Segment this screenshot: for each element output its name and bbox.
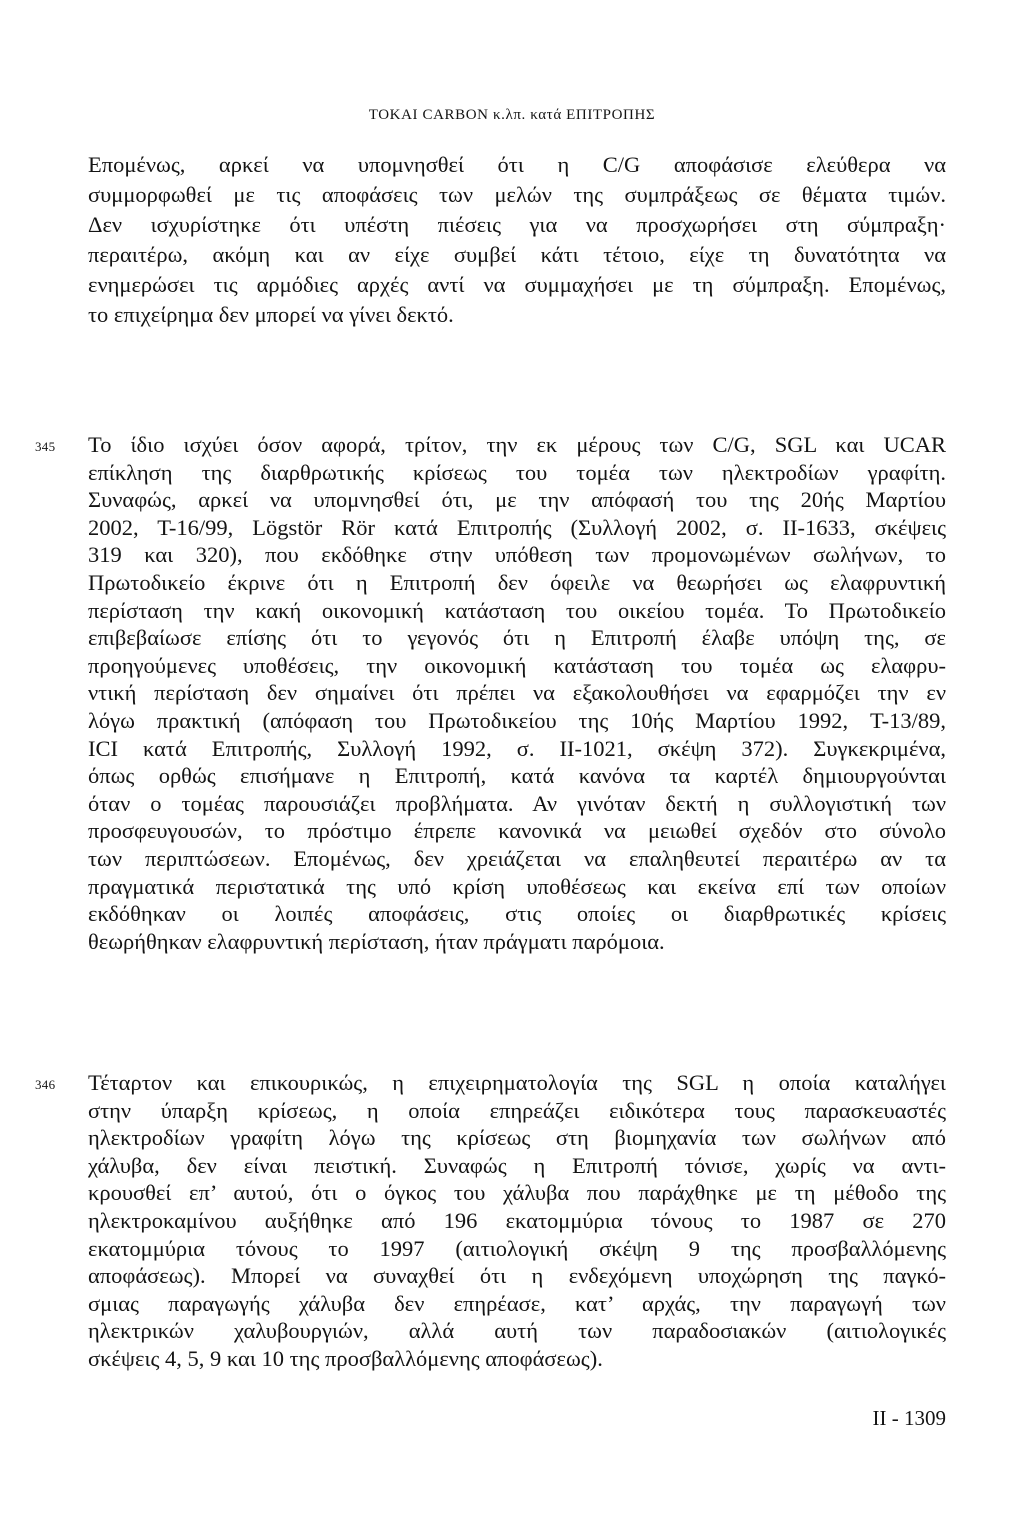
paragraph-number: 345 <box>35 439 56 454</box>
text-line: των περιπτώσεων. Επομένως, δεν χρειάζεται να επαληθευτεί περαιτέρω αν τα <box>88 845 946 871</box>
paragraph-345 <box>35 431 946 955</box>
text-line: σμιας παραγωγής χάλυβα δεν επηρέασε, κατ’ αρχάς, την παραγωγή των <box>88 1290 946 1316</box>
text-line: εκδόθηκαν οι λοιπές αποφάσεις, στις οποίες οι διαρθρωτικές κρίσεις <box>88 901 946 927</box>
text-line: προσφευγουσών, το πρόστιμο έπρεπε κανονικά να μειωθεί σχεδόν στο σύνολο <box>88 818 946 844</box>
text-line: επιβεβαίωσε επίσης ότι το γεγονός ότι η Επιτροπή έλαβε υπόψη της, σε <box>88 625 946 651</box>
text-line: συμμορφωθεί με τις αποφάσεις των μελών της συμπράξεως σε θέματα τιμών. <box>88 182 946 207</box>
text-line: χάλυβα, δεν είναι πειστική. Συναφώς η Επιτροπή τόνισε, χωρίς να αντι- <box>88 1152 946 1178</box>
text-line: 319 και 320), που εκδόθηκε στην υπόθεση των προμονωμένων σωλήνων, το <box>88 542 946 568</box>
text-line: Συναφώς, αρκεί να υπομνησθεί ότι, με την απόφασή του της 20ής Μαρτίου <box>88 487 946 513</box>
text-line: ντική περίσταση δεν σημαίνει ότι πρέπει να εξακολουθήσει να εφαρμόζει την εν <box>88 680 946 706</box>
text-line: σκέψεις 4, 5, 9 και 10 της προσβαλλόμενης αποφάσεως). <box>88 1345 603 1371</box>
text-line: Επομένως, αρκεί να υπομνησθεί ότι η C/G αποφάσισε ελεύθερα να <box>88 152 946 177</box>
text-line: όπως ορθώς επισήμανε η Επιτροπή, κατά κανόνα τα καρτέλ δημιουργούνται <box>88 763 946 789</box>
text-line: αποφάσεως). Μπορεί να συναχθεί ότι η ενδεχόμενη υποχώρηση της παγκό- <box>88 1263 946 1289</box>
text-line: ICI κατά Επιτροπής, Συλλογή 1992, σ. II-1021, σκέψη 372). Συγκεκριμένα, <box>88 735 946 761</box>
text-line: περίσταση την κακή οικονομική κατάσταση του οικείου τομέα. Το Πρωτοδικείο <box>88 597 946 623</box>
text-line: ηλεκτρικών χαλυβουργιών, αλλά αυτή των παραδοσιακών (αιτιολογικές <box>88 1318 946 1344</box>
text-line: όταν ο τομέας παρουσιάζει προβλήματα. Αν γινόταν δεκτή η συλλογιστική των <box>88 790 946 816</box>
paragraph-346 <box>35 1069 946 1373</box>
text-line: Τέταρτον και επικουρικώς, η επιχειρηματολογία της SGL η οποία καταλήγει <box>88 1070 946 1095</box>
paragraph-continuation <box>88 150 946 330</box>
text-line: Πρωτοδικείο έκρινε ότι η Επιτροπή δεν όφειλε να θεωρήσει ως ελαφρυντική <box>88 569 946 595</box>
text-line: 2002, T-16/99, Lögstör Rör κατά Επιτροπής (Συλλογή 2002, σ. II-1633, σκέψεις <box>88 514 946 540</box>
text-line: εκατομμύρια τόνους το 1997 (αιτιολογική σκέψη 9 της προσβαλλόμενης <box>88 1235 946 1261</box>
text-line: Το ίδιο ισχύει όσον αφορά, τρίτον, την εκ μέρους των C/G, SGL και UCAR <box>88 432 946 457</box>
text-line: πραγματικά περιστατικά της υπό κρίση υποθέσεως και εκείνα επί των οποίων <box>88 873 946 899</box>
text-line: επίκληση της διαρθρωτικής κρίσεως του τομέα των ηλεκτροδίων γραφίτη. <box>88 459 946 485</box>
text-line: το επιχείρημα δεν μπορεί να γίνει δεκτό. <box>88 302 454 327</box>
text-line: λόγω πρακτική (απόφαση του Πρωτοδικείου της 10ής Μαρτίου 1992, T-13/89, <box>88 707 946 733</box>
text-line: Δεν ισχυρίστηκε ότι υπέστη πιέσεις για να προσχωρήσει στη σύμπραξη· <box>88 212 946 237</box>
text-line: περαιτέρω, ακόμη και αν είχε συμβεί κάτι τέτοιο, είχε τη δυνατότητα να <box>88 242 946 267</box>
text-line: ενημερώσει τις αρμόδιες αρχές αντί να συμμαχήσει με τη σύμπραξη. Επομένως, <box>88 272 946 297</box>
text-line: προηγούμενες υποθέσεις, την οικονομική κατάσταση του τομέα ως ελαφρυ- <box>88 652 946 678</box>
running-title: TOKAI CARBON κ.λπ. κατά ΕΠΙΤΡΟΠΗΣ <box>368 107 656 123</box>
text-line: ηλεκτροκαμίνου αυξήθηκε από 196 εκατομμύρια τόνους το 1987 σε 270 <box>88 1207 946 1233</box>
text-line: κρουσθεί επ’ αυτού, ότι ο όγκος του χάλυβα που παράχθηκε με τη μέθοδο της <box>88 1180 946 1206</box>
paragraph-number: 346 <box>35 1077 56 1092</box>
page-number: II - 1309 <box>872 1406 946 1430</box>
text-line: θεωρήθηκαν ελαφρυντική περίσταση, ήταν πράγματι παρόμοια. <box>88 928 665 954</box>
text-line: στην ύπαρξη κρίσεως, η οποία επηρεάζει ειδικότερα τους παρασκευαστές <box>88 1097 946 1123</box>
text-line: ηλεκτροδίων γραφίτη λόγω της κρίσεως στη βιομηχανία των σωλήνων από <box>88 1125 946 1151</box>
